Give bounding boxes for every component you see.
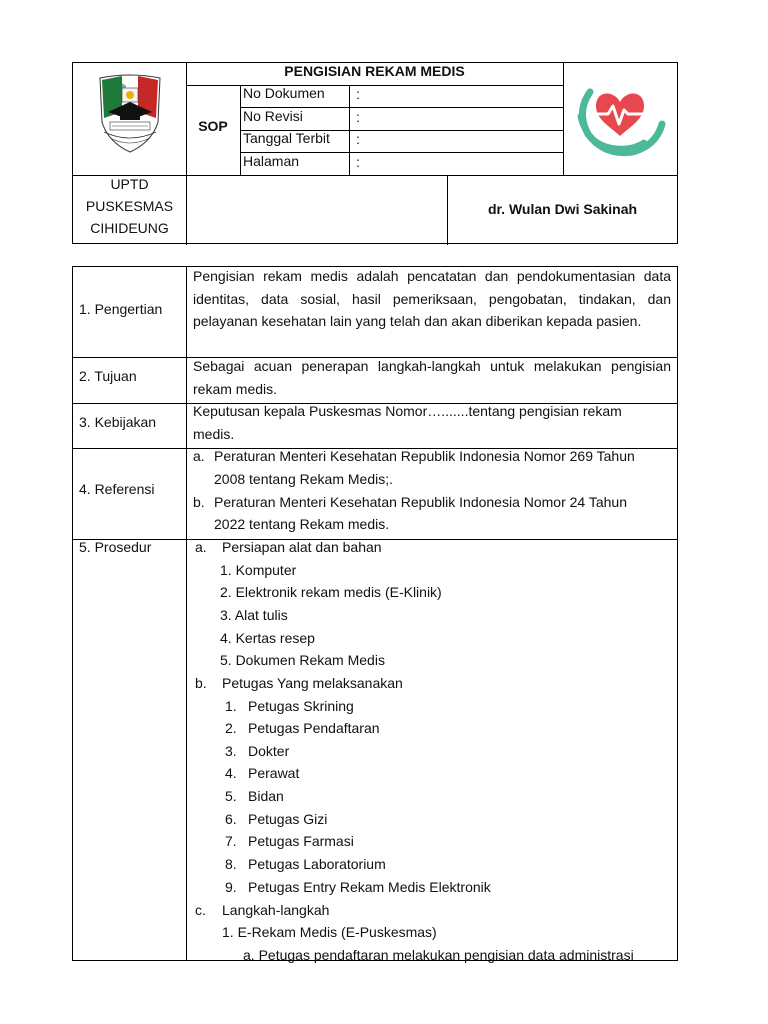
langkah-sub-1a: a. Petugas pendaftaran melakukan pengisian data administrasi (243, 947, 634, 963)
petugas-text-6: Petugas Gizi (248, 811, 328, 827)
petugas-num-9: 9. (225, 879, 237, 895)
petugas-num-5: 5. (225, 788, 237, 804)
doctor-name: dr. Wulan Dwi Sakinah (487, 201, 638, 217)
persiapan-item-5: 5. Dokumen Rekam Medis (220, 652, 385, 668)
unit-line-2: PUSKESMAS (85, 198, 174, 214)
unit-line-1: UPTD (110, 176, 149, 192)
petugas-text-2: Petugas Pendaftaran (248, 720, 380, 736)
section-text-pengertian: Pengisian rekam medis adalah pencatatan dan pendokumentasian data identitas, data sosial, hasil pemeriksaan, pengobatan, tindakan, dan pelayanan kesehatan lain yang telah dan akan diberikan kepada pasien. (193, 268, 671, 330)
prosedur-a-title: Persiapan alat dan bahan (222, 539, 382, 555)
kebijakan-line-1: Keputusan kepala Puskesmas Nomor….......tentang pengisian rekam (193, 403, 622, 419)
prosedur-a-marker: a. (195, 539, 207, 555)
document-title: PENGISIAN REKAM MEDIS (284, 63, 465, 79)
persiapan-item-3: 3. Alat tulis (220, 607, 288, 623)
persiapan-item-1: 1. Komputer (220, 562, 297, 578)
section-label-tujuan: 2. Tujuan (79, 368, 137, 384)
persiapan-item-2: 2. Elektronik rekam medis (E-Klinik) (220, 584, 442, 600)
unit-line-3: CIHIDEUNG (90, 220, 169, 236)
referensi-b-marker: b. (193, 494, 205, 510)
referensi-a-marker: a. (193, 448, 205, 464)
field-tanggal-terbit-value: : (356, 131, 360, 147)
field-no-dokumen-label: No Dokumen (243, 85, 325, 101)
section-label-prosedur: 5. Prosedur (79, 539, 152, 555)
referensi-a-line-1: Peraturan Menteri Kesehatan Republik Indonesia Nomor 269 Tahun (214, 448, 635, 464)
regional-emblem-logo (92, 72, 168, 156)
petugas-num-4: 4. (225, 765, 237, 781)
petugas-num-1: 1. (225, 698, 237, 714)
sop-content-table (72, 266, 678, 961)
unit-name (73, 173, 186, 239)
prosedur-c-title: Langkah-langkah (222, 902, 330, 918)
petugas-num-8: 8. (225, 856, 237, 872)
section-label-kebijakan: 3. Kebijakan (79, 414, 157, 430)
petugas-text-8: Petugas Laboratorium (248, 856, 386, 872)
field-halaman-label: Halaman (243, 153, 300, 169)
petugas-num-6: 6. (225, 811, 237, 827)
petugas-num-2: 2. (225, 720, 237, 736)
petugas-text-4: Perawat (248, 765, 300, 781)
prosedur-b-marker: b. (195, 675, 207, 691)
langkah-sub-1: 1. E-Rekam Medis (E-Puskesmas) (222, 924, 437, 940)
petugas-text-7: Petugas Farmasi (248, 833, 354, 849)
field-tanggal-terbit-label: Tanggal Terbit (243, 130, 330, 146)
petugas-text-5: Bidan (248, 788, 284, 804)
field-no-revisi-label: No Revisi (243, 108, 303, 124)
referensi-b-line-1: Peraturan Menteri Kesehatan Republik Indonesia Nomor 24 Tahun (214, 494, 627, 510)
sop-label: SOP (198, 118, 228, 134)
section-label-referensi: 4. Referensi (79, 481, 155, 497)
petugas-num-7: 7. (225, 833, 237, 849)
field-no-dokumen-value: : (356, 86, 360, 102)
section-label-pengertian: 1. Pengertian (79, 301, 163, 317)
kebijakan-line-2: medis. (193, 426, 235, 442)
heart-health-logo (570, 72, 668, 158)
petugas-text-3: Dokter (248, 743, 290, 759)
section-text-tujuan: Sebagai acuan penerapan langkah-langkah untuk melakukan pengisian rekam medis. (193, 358, 671, 397)
prosedur-b-title: Petugas Yang melaksanakan (222, 675, 403, 691)
persiapan-item-4: 4. Kertas resep (220, 630, 315, 646)
referensi-a-line-2: 2008 tentang Rekam Medis;. (214, 471, 393, 487)
petugas-text-1: Petugas Skrining (248, 698, 354, 714)
petugas-num-3: 3. (225, 743, 237, 759)
prosedur-c-marker: c. (195, 902, 206, 918)
field-halaman-value: : (356, 154, 360, 170)
field-no-revisi-value: : (356, 109, 360, 125)
petugas-text-9: Petugas Entry Rekam Medis Elektronik (248, 879, 491, 895)
referensi-b-line-2: 2022 tentang Rekam medis. (214, 516, 390, 532)
